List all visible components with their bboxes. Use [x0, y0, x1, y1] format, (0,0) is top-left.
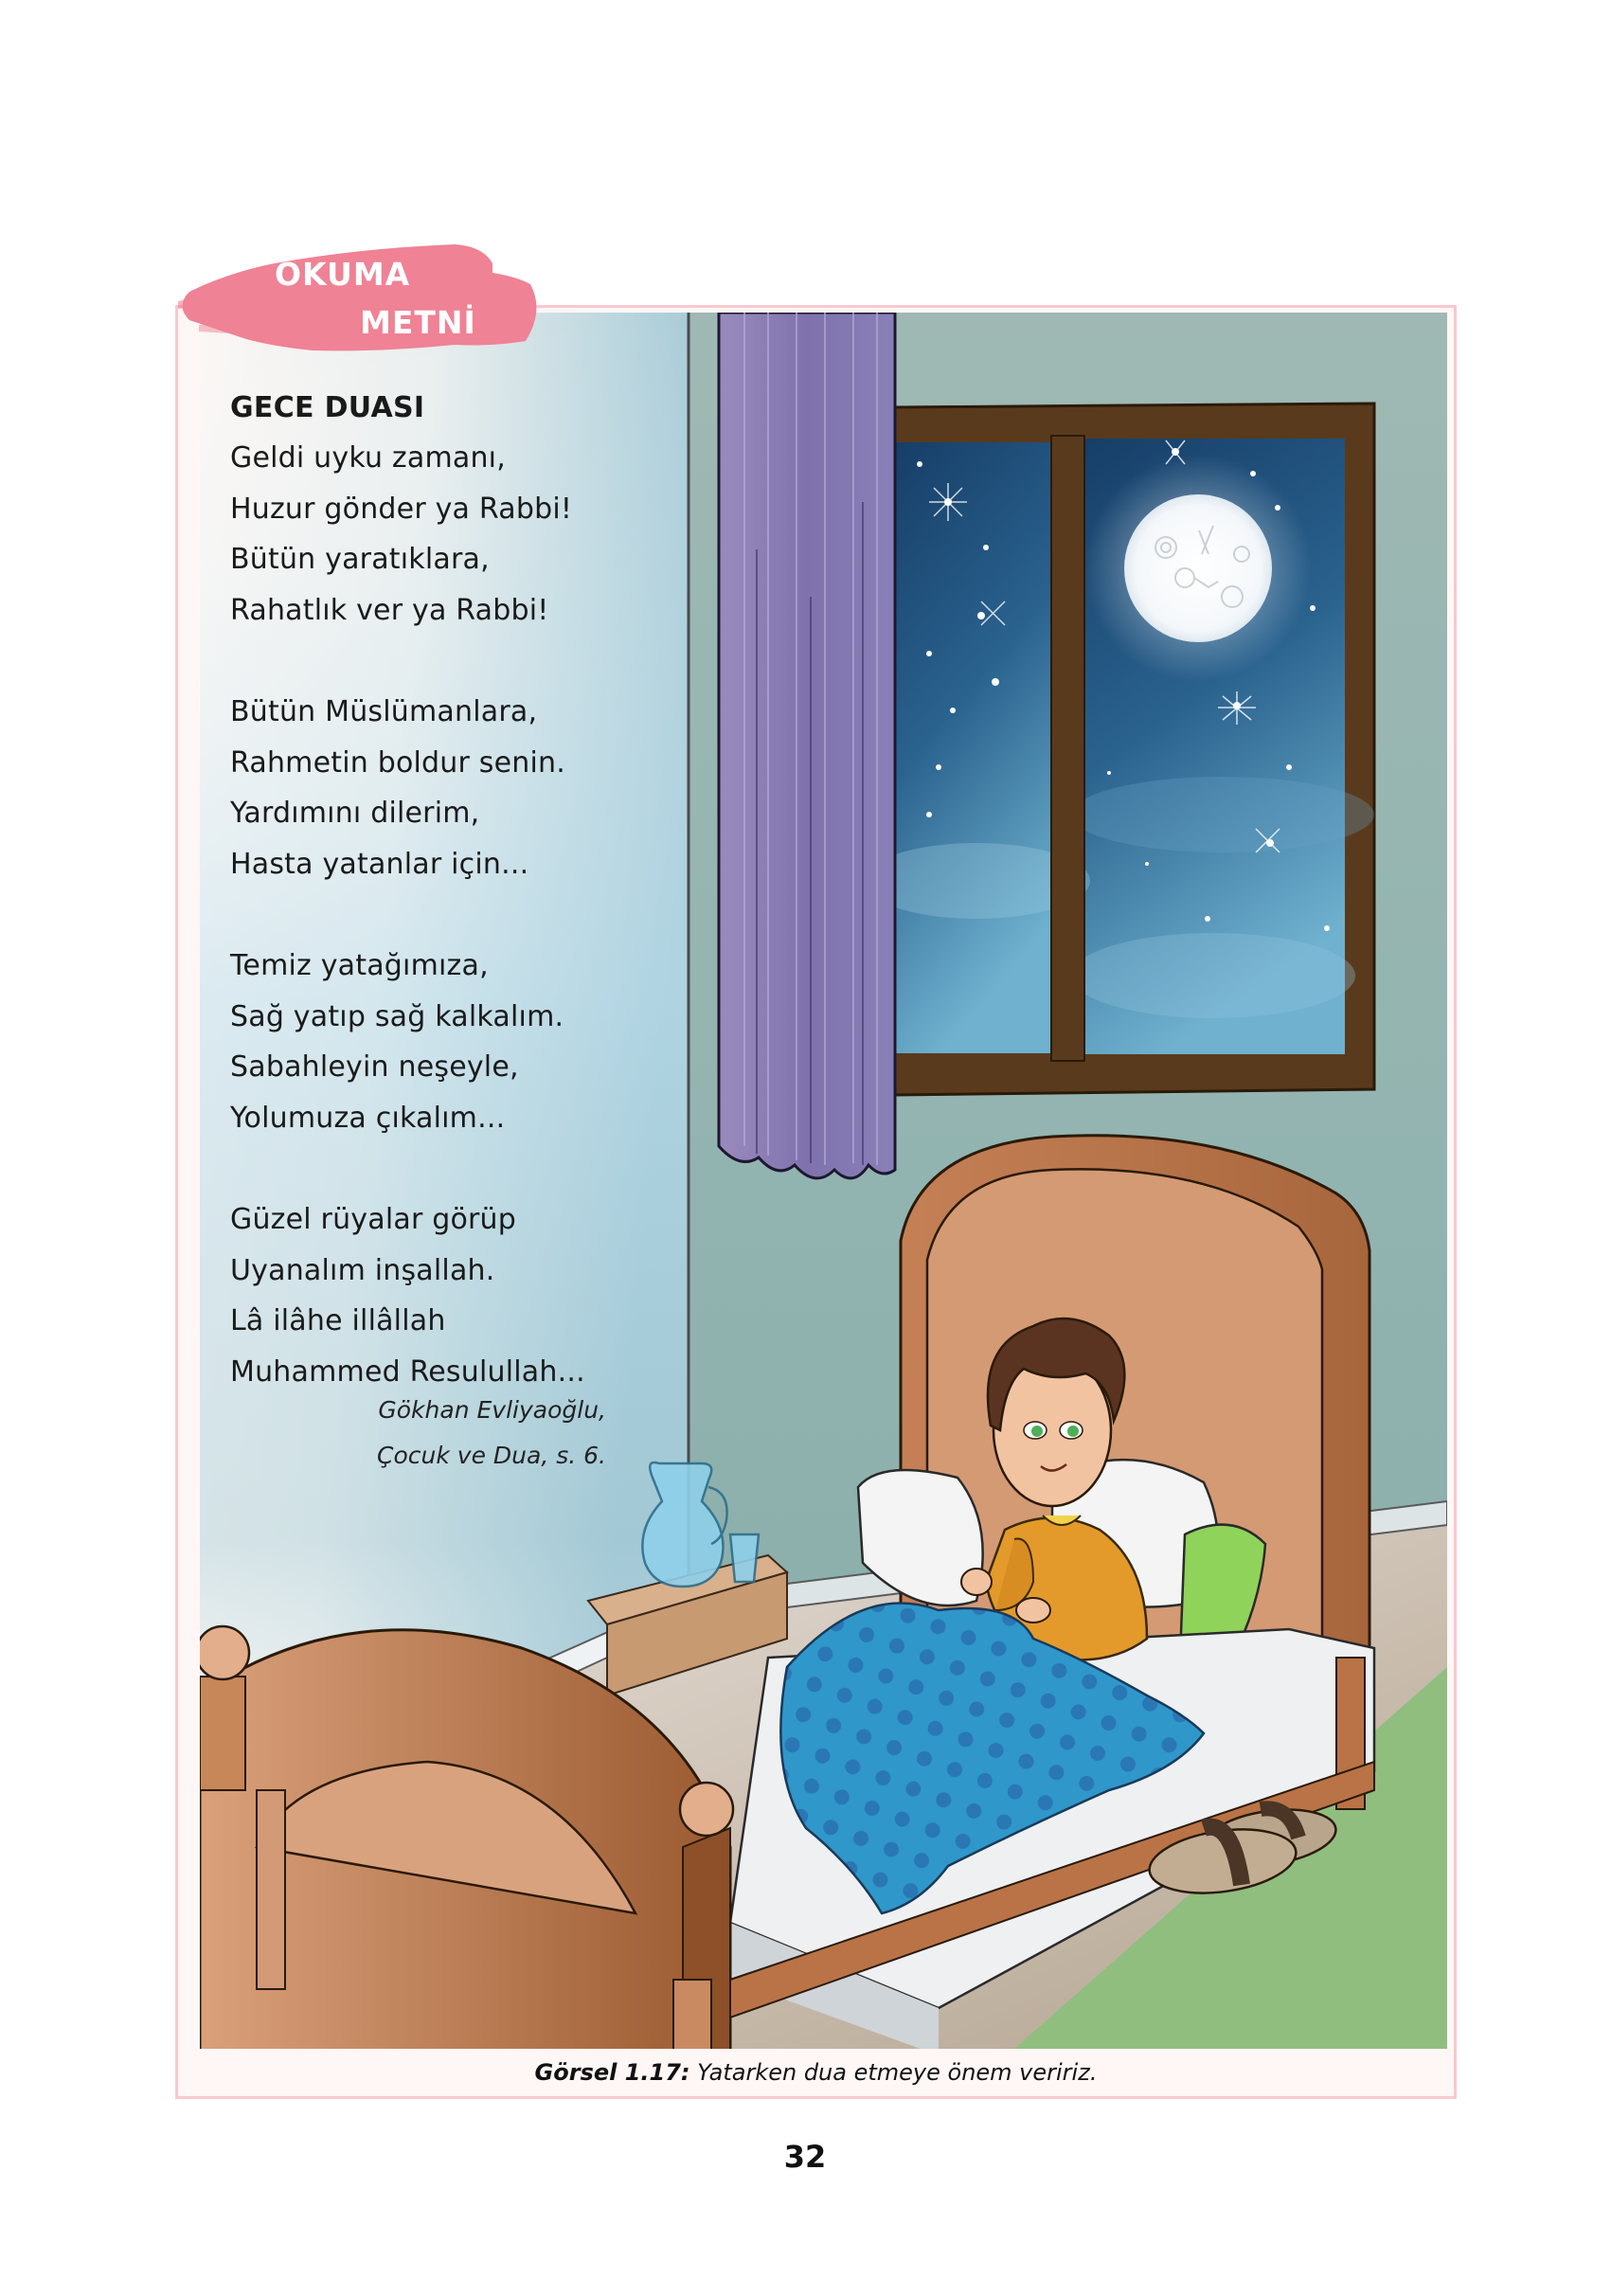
- poem-line: Uyanalım inşallah.: [230, 1253, 495, 1287]
- page-number: 32: [783, 2139, 827, 2175]
- poem-line: Lâ ilâhe illâllah: [230, 1304, 446, 1337]
- badge-title-line2: METNİ: [360, 304, 476, 341]
- poem-line: Temiz yatağımıza,: [230, 949, 489, 982]
- poem-line: Yolumuza çıkalım...: [230, 1101, 506, 1135]
- window: [863, 404, 1374, 1095]
- caption-text: Yatarken dua etmeye önem veririz.: [689, 2059, 1098, 2086]
- poem-line: Sağ yatıp sağ kalkalım.: [230, 999, 564, 1033]
- stanza-2: [230, 687, 647, 889]
- poem: [230, 384, 647, 1448]
- poem-line: Bütün Müslümanlara,: [230, 695, 538, 728]
- curtain: [719, 313, 895, 1178]
- poem-line: Hasta yatanlar için...: [230, 847, 529, 881]
- poem-attribution: [230, 1388, 606, 1479]
- poem-line: Geldi uyku zamanı,: [230, 441, 506, 475]
- poem-line: Huzur gönder ya Rabbi!: [230, 492, 573, 526]
- poem-line: Rahmetin boldur senin.: [230, 745, 565, 780]
- stanza-3: [230, 941, 647, 1143]
- poem-line: Bütün yaratıklara,: [230, 543, 490, 576]
- caption-label: Görsel 1.17:: [534, 2059, 690, 2086]
- attribution-author: Gökhan Evliyaoğlu,: [378, 1396, 606, 1424]
- poem-line: Rahatlık ver ya Rabbi!: [230, 593, 549, 627]
- stanza-4: [230, 1194, 647, 1397]
- poem-line: Yardımını dilerim,: [230, 797, 480, 830]
- section-badge: [170, 235, 549, 368]
- attribution-source: Çocuk ve Dua, s. 6.: [377, 1442, 606, 1469]
- poem-line: Muhammed Resulullah...: [230, 1354, 585, 1389]
- moon: [1124, 494, 1272, 642]
- stanza-1: [230, 433, 647, 636]
- brush-stroke-icon: [170, 235, 549, 368]
- figure-caption: [175, 2049, 1457, 2096]
- poem-title: GECE DUASI: [230, 391, 425, 424]
- badge-title-line1: OKUMA: [275, 256, 411, 293]
- poem-line: Güzel rüyalar görüp: [230, 1203, 516, 1236]
- poem-line: Sabahleyin neşeyle,: [230, 1050, 519, 1084]
